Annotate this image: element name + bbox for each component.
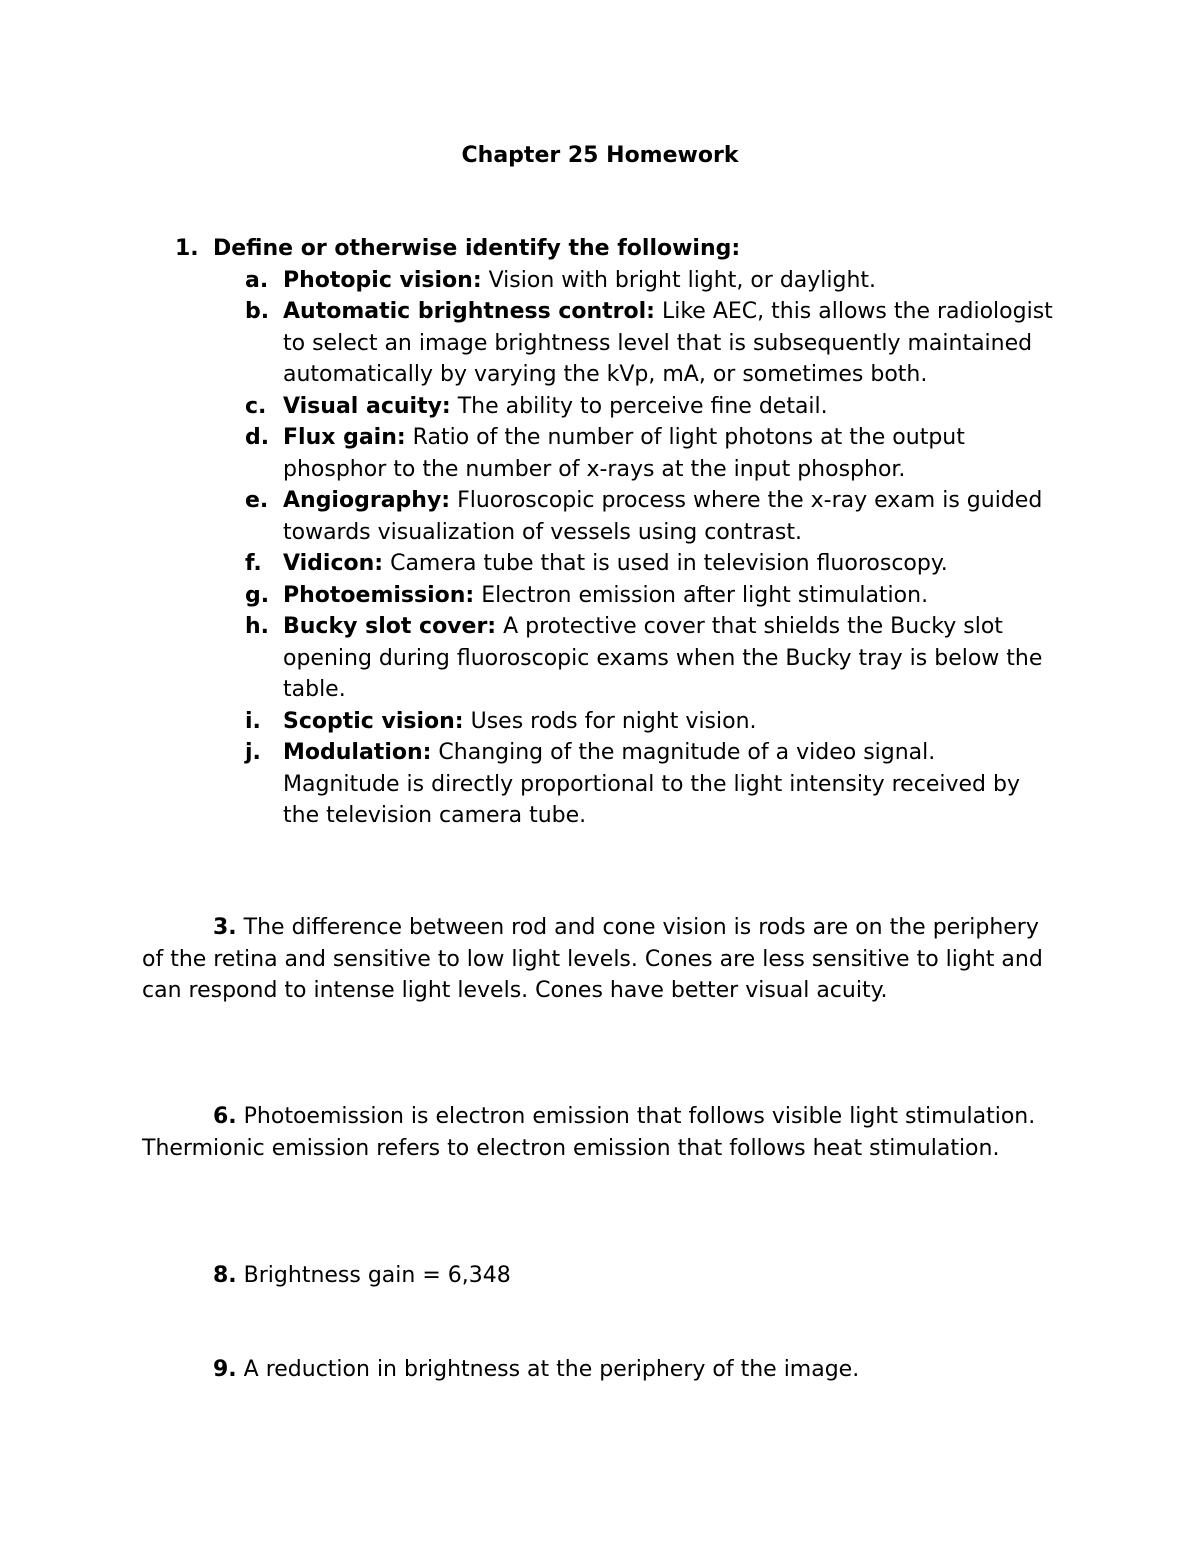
question-1-header xyxy=(175,233,1075,265)
item-definition: Electron emission after light stimulation. xyxy=(474,582,929,608)
definition-item xyxy=(245,611,1075,706)
item-letter: c. xyxy=(245,393,267,419)
answer-6 xyxy=(142,1101,1067,1164)
definition-item xyxy=(245,706,1075,738)
item-body xyxy=(283,548,1058,580)
definition-list xyxy=(175,265,1075,832)
item-definition: Uses rods for night vision. xyxy=(463,708,757,734)
answer-text: A reduction in brightness at the periphery of the image. xyxy=(236,1357,860,1382)
item-body xyxy=(283,296,1058,391)
item-letter: e. xyxy=(245,488,269,513)
definition-item xyxy=(245,485,1075,548)
page-title: Chapter 25 Homework xyxy=(461,143,739,168)
item-letter: i. xyxy=(245,708,261,734)
answer-3 xyxy=(142,912,1067,1007)
item-term: Modulation: xyxy=(283,740,432,765)
item-definition: Changing of the magnitude of a video signal. Magnitude is directly proportional to the light intensity received by the television camera tube. xyxy=(283,740,1020,828)
item-body xyxy=(283,265,1058,297)
item-definition: Like AEC, this allows the radiologist to select an image brightness level that is subsequently maintained automatically by varying the kVp, mA, or sometimes both. xyxy=(283,299,1053,387)
definition-item xyxy=(245,548,1075,580)
item-letter: f. xyxy=(245,551,262,576)
definition-item xyxy=(245,580,1075,612)
question-1 xyxy=(175,233,1075,832)
definition-item xyxy=(245,422,1075,485)
item-letter: b. xyxy=(245,299,270,324)
item-definition: Vision with bright light, or daylight. xyxy=(481,267,877,293)
item-definition: The ability to perceive fine detail. xyxy=(450,393,828,419)
item-definition: Camera tube that is used in television fluoroscopy. xyxy=(383,551,948,576)
item-definition: A protective cover that shields the Bucky slot opening during fluoroscopic exams when the Bucky tray is below the table. xyxy=(283,614,1043,702)
question-prompt: Define or otherwise identify the following: xyxy=(213,236,741,261)
item-body xyxy=(283,391,1058,423)
answer-text: Brightness gain = 6,348 xyxy=(236,1263,511,1288)
item-term: Flux gain: xyxy=(283,425,406,450)
item-term: Visual acuity: xyxy=(283,393,451,419)
definition-item xyxy=(245,391,1075,423)
question-number: 1. xyxy=(175,236,199,261)
item-letter: d. xyxy=(245,425,270,450)
item-body xyxy=(283,422,1058,485)
item-letter: a. xyxy=(245,267,269,293)
item-letter: g. xyxy=(245,582,270,608)
definition-item xyxy=(245,296,1075,391)
answer-number: 3. xyxy=(213,915,237,940)
answer-number: 9. xyxy=(213,1357,237,1382)
item-term: Photoemission: xyxy=(283,582,475,608)
answer-number: 6. xyxy=(213,1104,237,1129)
item-body xyxy=(283,737,1058,832)
answer-9 xyxy=(142,1354,1067,1386)
item-body xyxy=(283,706,1058,738)
item-body xyxy=(283,485,1058,548)
item-term: Vidicon: xyxy=(283,551,384,576)
definition-item xyxy=(245,265,1075,297)
item-term: Automatic brightness control: xyxy=(283,299,655,324)
item-letter: j. xyxy=(245,740,261,765)
answer-number: 8. xyxy=(213,1263,237,1288)
item-term: Angiography: xyxy=(283,488,451,513)
item-body xyxy=(283,611,1058,706)
item-term: Scoptic vision: xyxy=(283,708,464,734)
definition-item xyxy=(245,737,1075,832)
item-term: Photopic vision: xyxy=(283,267,482,293)
item-term: Bucky slot cover: xyxy=(283,614,497,639)
answer-text: Photoemission is electron emission that follows visible light stimulation. Thermionic emission refers to electron emission that follows heat stimulation. xyxy=(142,1104,1036,1161)
item-letter: h. xyxy=(245,614,270,639)
item-definition: Fluoroscopic process where the x-ray exam is guided towards visualization of vessels using contrast. xyxy=(283,488,1043,545)
item-body xyxy=(283,580,1058,612)
item-definition: Ratio of the number of light photons at the output phosphor to the number of x-rays at the input phosphor. xyxy=(283,425,965,482)
answer-8 xyxy=(142,1260,1067,1292)
answer-text: The difference between rod and cone vision is rods are on the periphery of the retina and sensitive to low light levels. Cones are less sensitive to light and can respond to intense light levels. Cones have better visual acuity. xyxy=(142,915,1043,1003)
